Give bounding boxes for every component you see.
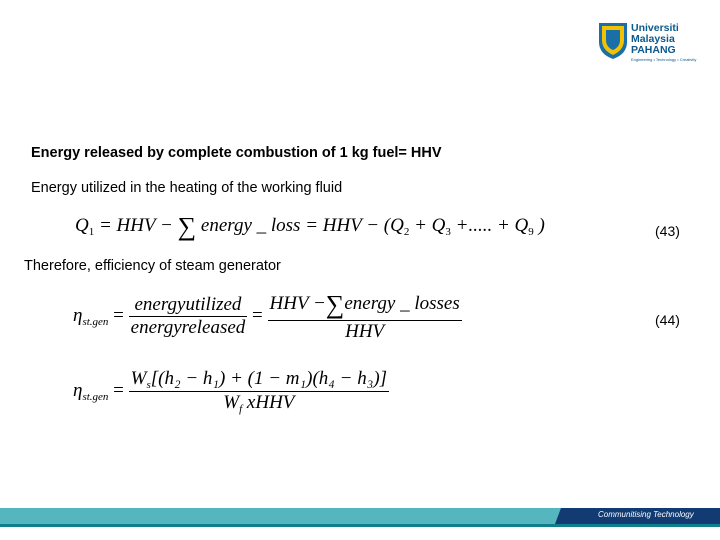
fraction-hhv-losses: $\frac{\text{HHV −∑energy \_ losses}}{\text{HHV}}$ xyxy=(269,290,460,342)
shield-logo-icon xyxy=(598,22,628,60)
equation-number-43: (43) xyxy=(655,223,680,239)
fraction-efficiency-enthalpy: $\frac{W_s[(h_2 - h_1) + (1 - m_1)(h_4 - h_3)]}{W_f xHHV}$ xyxy=(130,368,388,415)
footer-stripe xyxy=(0,524,720,527)
logo-tagline: Engineering • Technology • Creativity xyxy=(631,57,697,62)
footer-banner xyxy=(0,508,720,540)
university-logo xyxy=(598,20,708,66)
text-line-therefore: Therefore, efficiency of steam generator xyxy=(24,258,281,274)
logo-line2: Malaysia xyxy=(631,33,675,45)
footer-slogan: Communitising Technology xyxy=(598,510,694,519)
fraction-energy-ratio: $\frac{\text{energyutilized}}{\text{energyreleased}}$ xyxy=(130,294,246,338)
logo-wordmark xyxy=(631,23,679,56)
text-line-energy-utilized: Energy utilized in the heating of the working fluid xyxy=(31,180,343,196)
equation-44b: $\eta_{st.gen}$ = $\frac{W_s[(h_2 - h_1) + (1 - m_1)(h_4 - h_3)]}{W_f xHHV}$ xyxy=(73,368,388,415)
logo-line1: Universiti xyxy=(631,22,679,34)
equation-43: $Q_1$ = HHV − ∑ energy _ loss = HHV − ($Q_2 + Q_3$ +..... + $Q_9$ ) xyxy=(75,212,545,241)
equation-number-44: (44) xyxy=(655,312,680,328)
heading-line-hhv: Energy released by complete combustion of 1 kg fuel= HHV xyxy=(31,145,442,161)
logo-line3: PAHANG xyxy=(631,44,676,56)
equation-44a: $\eta_{st.gen}$ = $\frac{\text{energyutilized}}{\text{energyreleased}}$ = $\frac{\text{HHV −∑energy \_ losses}}{\text{HHV}}$ xyxy=(73,290,460,342)
